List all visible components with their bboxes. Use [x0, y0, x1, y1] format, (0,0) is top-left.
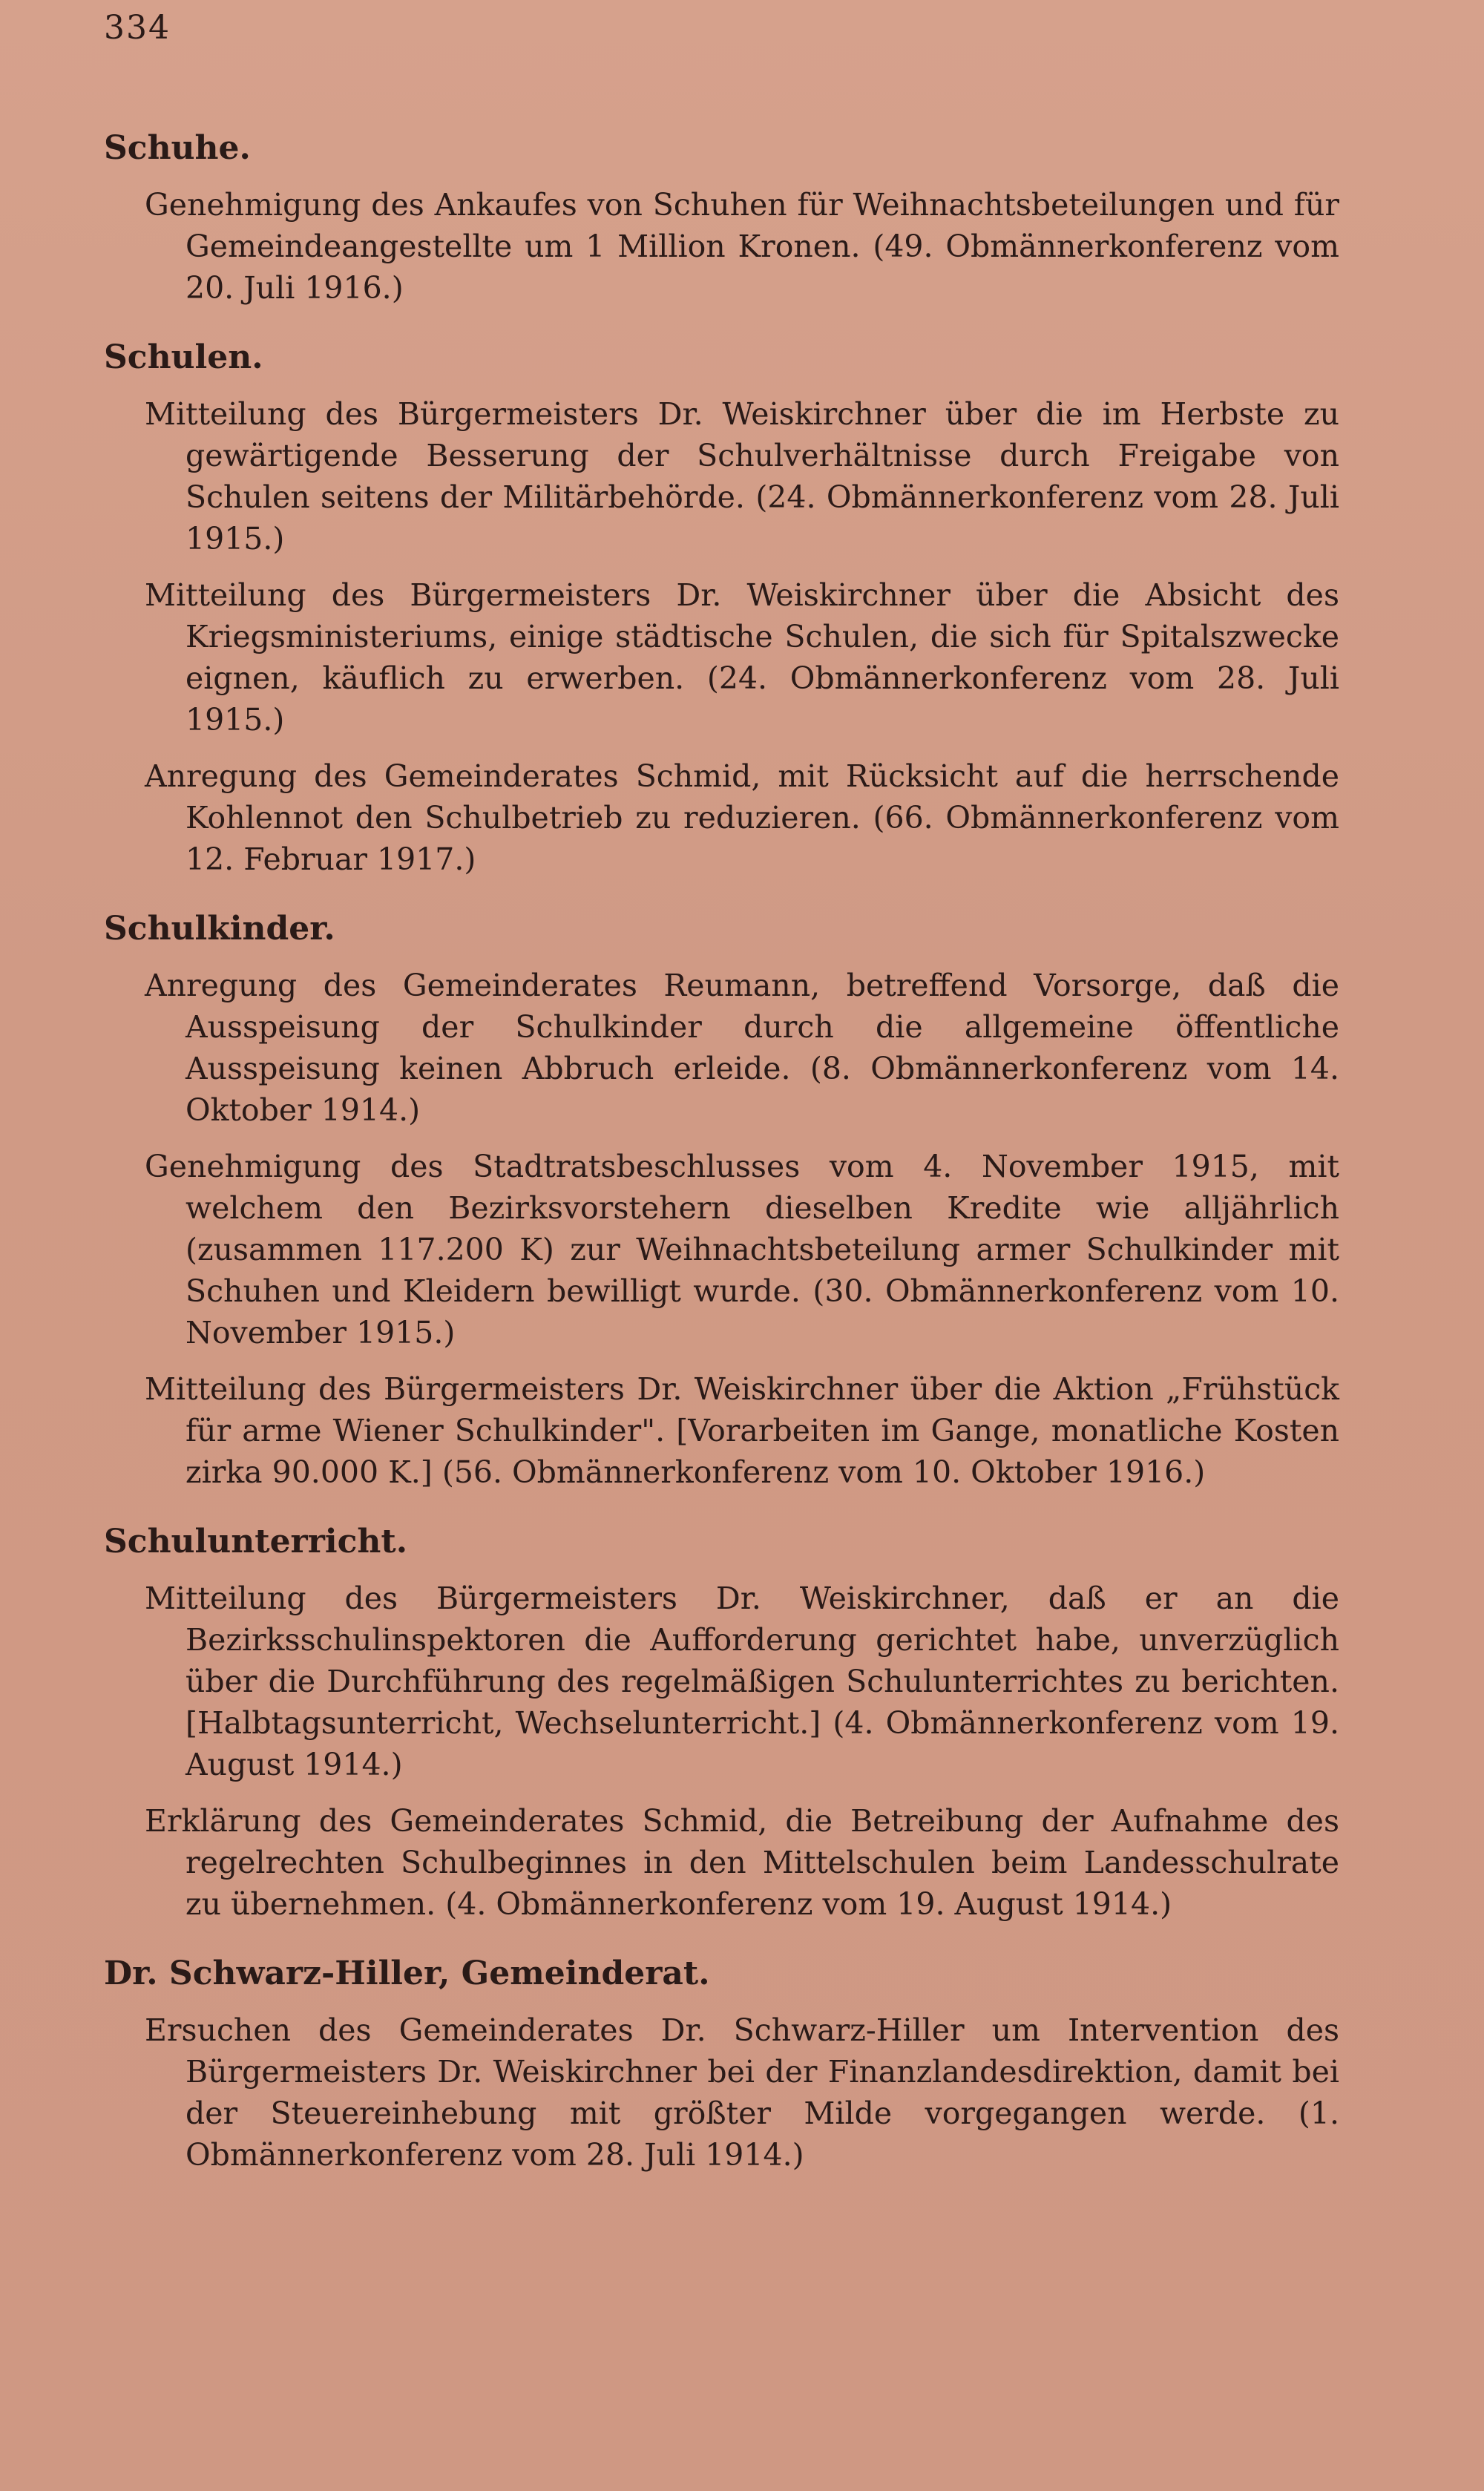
section-heading: Schulkinder. [104, 910, 335, 948]
section-heading: Schuhe. [104, 129, 251, 167]
index-entry: Anregung des Gemeinderates Schmid, mit Rücksicht auf die herrschende Kohlennot den Schulbetrieb zu reduzieren. (66. Obmännerkonferenz vom 12. Februar 1917.) [145, 758, 1339, 877]
section-schuhe [104, 126, 1339, 309]
index-entry: Genehmigung des Ankaufes von Schuhen für Weihnachtsbeteilungen und für Gemeindeangestellte um 1 Million Kronen. (49. Obmännerkonferenz vom 20. Juli 1916.) [145, 187, 1339, 306]
index-entry: Mitteilung des Bürgermeisters Dr. Weiskirchner über die Absicht des Kriegsministeriums, einige städtische Schulen, die sich für Spitalszwecke eignen, käuflich zu erwerben. (24. Obmännerkonferenz vom 28. Juli 1915.) [145, 577, 1339, 738]
section-schulkinder [104, 907, 1339, 1493]
index-entry: Mitteilung des Bürgermeisters Dr. Weiskirchner über die Aktion „Frühstück für arme Wiener Schulkinder". [Vorarbeiten im Gange, monatliche Kosten zirka 90.000 K.] (56. Obmännerkonferenz vom 10. Oktober 1916.) [145, 1371, 1339, 1490]
index-entry: Anregung des Gemeinderates Reumann, betreffend Vorsorge, daß die Ausspeisung der Schulkinder durch die allgemeine öffentliche Ausspeisung keinen Abbruch erleide. (8. Obmännerkonferenz vom 14. Oktober 1914.) [145, 968, 1339, 1128]
index-entry: Ersuchen des Gemeinderates Dr. Schwarz-Hiller um Intervention des Bürgermeisters Dr. Weiskirchner bei der Finanzlandesdirektion, damit bei der Steuereinhebung mit größter Milde vorgegangen werde. (1. Obmännerkonferenz vom 28. Juli 1914.) [145, 2012, 1339, 2173]
section-schulunterricht [104, 1520, 1339, 1925]
index-entry: Mitteilung des Bürgermeisters Dr. Weiskirchner über die im Herbste zu gewärtigende Besserung der Schulverhältnisse durch Freigabe von Schulen seitens der Militärbehörde. (24. Obmännerkonferenz vom 28. Juli 1915.) [145, 396, 1339, 557]
section-schulen [104, 335, 1339, 880]
index-entry: Genehmigung des Stadtratsbeschlusses vom 4. November 1915, mit welchem den Bezirksvorstehern dieselben Kredite wie alljährlich (zusammen 117.200 K) zur Weihnachtsbeteilung armer Schulkinder mit Schuhen und Kleidern bewilligt wurde. (30. Obmännerkonferenz vom 10. November 1915.) [145, 1149, 1339, 1350]
index-content [104, 126, 1339, 2202]
section-heading: Schulen. [104, 338, 263, 376]
index-entry: Mitteilung des Bürgermeisters Dr. Weiskirchner, daß er an die Bezirksschulinspektoren die Aufforderung gerichtet habe, unverzüglich über die Durchführung des regelmäßigen Schulunterrichtes zu berichten. [Halbtagsunterricht, Wechselunterricht.] (4. Obmännerkonferenz vom 19. August 1914.) [145, 1581, 1339, 1782]
section-heading: Schulunterricht. [104, 1523, 408, 1560]
section-schwarz-hiller [104, 1952, 1339, 2176]
section-heading: Dr. Schwarz-Hiller, Gemeinderat. [104, 1955, 710, 1992]
page-number: 334 [104, 9, 171, 47]
index-entry: Erklärung des Gemeinderates Schmid, die Betreibung der Aufnahme des regelrechten Schulbeginnes in den Mittelschulen beim Landesschulrate zu übernehmen. (4. Obmännerkonferenz vom 19. August 1914.) [145, 1803, 1339, 1922]
